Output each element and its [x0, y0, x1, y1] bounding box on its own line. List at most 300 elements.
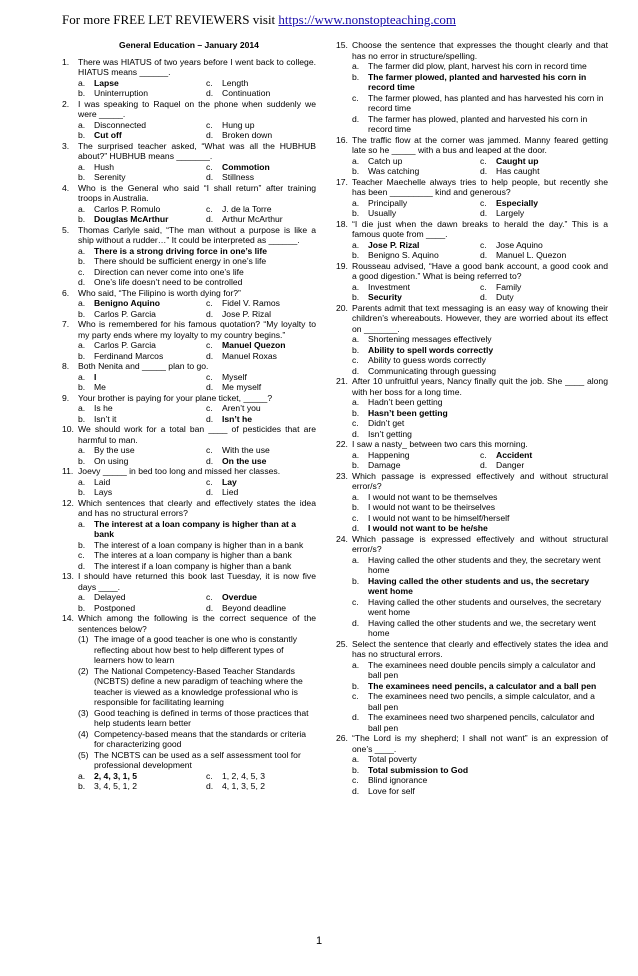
page-header	[62, 12, 456, 28]
option-letter: a.	[352, 334, 360, 344]
option-text: Has caught	[496, 166, 540, 176]
question	[336, 733, 608, 754]
option-text: Communicating through guessing	[368, 365, 497, 376]
option-letter: a.	[352, 754, 360, 764]
option-text: The farmer has plowed, planted and harvested his corn in record time	[368, 113, 588, 134]
option-row	[78, 414, 316, 425]
option-letter: c.	[480, 239, 487, 250]
answer-option	[78, 78, 206, 89]
question-text: The surprised teacher asked, “What was all the HUBHUB about?” HUBHUB means _______.	[78, 140, 316, 161]
option-letter: d.	[480, 250, 488, 260]
option-row	[352, 250, 608, 261]
answer-option	[206, 172, 254, 183]
question-number: 24.	[336, 533, 348, 544]
option-letter: b.	[352, 460, 360, 470]
answer-option	[78, 487, 206, 498]
option-letter: b.	[352, 166, 360, 176]
option-letter: (3)	[78, 707, 89, 718]
answer-option	[78, 477, 206, 488]
option-letter: c.	[352, 418, 359, 428]
option-row	[352, 198, 608, 209]
option-text: Having called the other students and ourselves, the secretary went home	[368, 596, 602, 617]
answer-option	[352, 72, 608, 93]
option-letter: a.	[78, 161, 86, 172]
answer-options	[62, 78, 316, 99]
answer-option	[78, 298, 206, 309]
option-letter: b.	[78, 88, 86, 98]
option-text: Carlos P. Garcia	[94, 308, 156, 319]
answer-option	[352, 408, 608, 419]
option-letter: c.	[480, 155, 487, 166]
option-letter: d.	[206, 350, 214, 361]
option-text: The farmer plowed, has planted and has harvested his corn in record time	[368, 92, 604, 113]
answer-option	[78, 519, 316, 540]
question-text: I saw a nasty_ between two cars this morning.	[352, 439, 528, 449]
answer-option	[206, 592, 257, 603]
question-number: 3.	[62, 140, 70, 151]
option-text: The interest if a loan company is higher than a bank	[94, 560, 292, 571]
option-letter: (2)	[78, 665, 89, 676]
answer-option	[352, 397, 608, 408]
option-letter: c.	[352, 92, 359, 103]
question	[62, 183, 316, 204]
option-text: Me	[94, 382, 106, 392]
option-text: The examinees need two pencils, a simple calculator, and a ball pen	[368, 691, 595, 712]
answer-options	[336, 754, 608, 796]
answer-option	[352, 450, 480, 461]
option-text: Beyond deadline	[222, 602, 287, 613]
question	[336, 534, 608, 555]
option-letter: d.	[78, 560, 86, 571]
answer-options	[336, 282, 608, 303]
question	[336, 639, 608, 660]
option-letter: b.	[78, 413, 86, 424]
option-text: Lays	[94, 487, 113, 497]
option-text: Uninterruption	[94, 88, 148, 98]
answer-options	[62, 634, 316, 792]
answer-option	[480, 450, 532, 461]
option-row	[352, 208, 608, 219]
answer-option	[206, 403, 261, 414]
question-number: 8.	[62, 361, 70, 371]
answer-option	[78, 120, 206, 131]
option-letter: c.	[480, 197, 487, 208]
question-text: Who said, “The Filipino is worth dying for?”	[78, 287, 241, 298]
question-text: After 10 unfruitful years, Nancy finally quit the job. She ____ along with her boss for a long time.	[352, 376, 608, 397]
question-number: 20.	[336, 302, 348, 313]
option-letter: c.	[352, 596, 359, 607]
question	[336, 135, 608, 156]
answer-option	[78, 256, 316, 267]
option-text: Lay	[222, 476, 237, 487]
option-row	[352, 156, 608, 167]
option-letter: a.	[352, 659, 360, 670]
option-text: Didn’t get	[368, 418, 405, 428]
question	[336, 261, 608, 282]
answer-option	[206, 781, 265, 792]
question	[336, 40, 608, 61]
answer-options	[336, 492, 608, 534]
option-text: Continuation	[222, 88, 271, 98]
option-text: There should be sufficient energy in one’s life	[94, 256, 267, 266]
answer-option	[352, 61, 608, 72]
answer-options	[336, 660, 608, 734]
option-text: The examinees need two sharpened pencils, calculator and ball pen	[368, 712, 595, 733]
option-text: Commotion	[222, 161, 270, 172]
answer-option	[480, 282, 521, 293]
option-text: Total submission to God	[368, 764, 469, 775]
answer-option	[206, 88, 270, 99]
answer-option	[352, 597, 608, 618]
option-text: Lied	[222, 487, 239, 497]
question-number: 21.	[336, 376, 348, 386]
question	[336, 303, 608, 335]
question-text: Who is the General who said “I shall return” after training troops in Australia.	[78, 182, 316, 203]
question-number: 14.	[62, 613, 74, 623]
answer-option	[352, 460, 480, 471]
answer-option	[78, 162, 206, 173]
option-row	[352, 240, 608, 251]
option-letter: b.	[352, 407, 360, 418]
answer-option	[78, 750, 316, 771]
option-letter: b.	[78, 308, 86, 319]
answer-option	[480, 198, 538, 209]
answer-options	[62, 445, 316, 466]
option-text: Catch up	[368, 155, 403, 166]
option-text: The farmer plowed, planted and harvested his corn in record time	[368, 71, 587, 92]
answer-option	[352, 166, 480, 177]
option-text: I would not want to be themselves	[368, 491, 498, 502]
answer-option	[352, 250, 480, 261]
option-text: The interes at a loan company is higher than a bank	[94, 550, 292, 560]
answer-option	[352, 93, 608, 114]
option-letter: c.	[206, 161, 213, 172]
answer-options	[336, 61, 608, 135]
question-number: 17.	[336, 176, 348, 187]
question-number: 7.	[62, 319, 70, 329]
option-letter: a.	[78, 371, 86, 382]
option-text: Overdue	[222, 592, 257, 602]
answer-option	[480, 166, 539, 177]
option-text: Ferdinand Marcos	[94, 350, 164, 361]
question-number: 15.	[336, 40, 348, 50]
question-text: “The Lord is my shepherd; I shall not want” is an expression of one’s ____.	[352, 733, 608, 754]
answer-option	[78, 445, 206, 456]
question-number: 10.	[62, 424, 74, 434]
option-text: Carlos P. Romulo	[94, 203, 161, 214]
answer-option	[352, 208, 480, 219]
question	[62, 571, 316, 592]
option-row	[352, 166, 608, 177]
option-text: Me myself	[222, 382, 262, 392]
answer-option	[78, 561, 316, 572]
answer-options	[336, 450, 608, 471]
option-letter: a.	[78, 518, 86, 529]
option-row	[78, 477, 316, 488]
option-letter: a.	[78, 77, 86, 88]
question-number: 9.	[62, 392, 70, 403]
answer-option	[352, 366, 608, 377]
option-text: Cut off	[94, 130, 122, 140]
option-text: The examinees need pencils, a calculator and a ball pen	[368, 680, 597, 691]
option-letter: c.	[480, 281, 487, 292]
right-column	[336, 40, 608, 796]
option-text: I would not want to be himself/herself	[368, 512, 510, 523]
option-letter: b.	[78, 539, 86, 550]
option-letter: d.	[206, 602, 214, 613]
option-letter: c.	[206, 203, 213, 214]
option-text: Ability to spell words correctly	[368, 344, 494, 355]
option-letter: d.	[352, 785, 360, 796]
answer-options	[62, 204, 316, 225]
option-letter: a.	[352, 197, 360, 208]
answer-option	[78, 403, 206, 414]
answer-options	[62, 592, 316, 613]
option-text: Laid	[94, 476, 111, 487]
option-text: Usually	[368, 208, 397, 218]
option-text: Blind ignorance	[368, 775, 428, 785]
option-letter: c.	[206, 340, 213, 350]
question	[336, 219, 608, 240]
answer-option	[206, 162, 270, 173]
option-letter: b.	[78, 214, 86, 224]
answer-option	[206, 351, 277, 362]
option-letter: b.	[352, 344, 360, 355]
answer-option	[78, 540, 316, 551]
option-letter: a.	[352, 554, 360, 565]
question-text: Which passage is expressed effectively and without structural error/s?	[352, 533, 608, 554]
question-text: Which among the following is the correct sequence of the sentences below?	[78, 613, 316, 634]
option-text: Isn’t he	[222, 413, 253, 424]
option-row	[78, 382, 316, 393]
answer-option	[78, 729, 316, 750]
question-text: There was HIATUS of two years before I went back to college. HIATUS means ______.	[78, 56, 316, 77]
option-text: Manuel L. Quezon	[496, 250, 567, 260]
option-text: Having called the other students and they, the secretary went home	[368, 554, 601, 575]
answer-option	[352, 334, 608, 345]
exam-title: General Education – January 2014	[119, 40, 259, 50]
question-number: 18.	[336, 218, 348, 229]
answer-option	[78, 340, 206, 351]
answer-option	[78, 204, 206, 215]
option-text: The National Competency-Based Teacher Standards (NCBTS) define a new paradigm of teaching where the teacher is viewed as a knowledge professional who is responsible for facilitating learning	[94, 665, 303, 707]
option-letter: (4)	[78, 728, 89, 739]
answer-options	[336, 397, 608, 439]
option-text: 4, 1, 3, 5, 2	[222, 781, 265, 791]
option-letter: b.	[352, 680, 360, 691]
question	[62, 288, 316, 299]
option-letter: c.	[352, 691, 359, 701]
answer-option	[206, 771, 265, 782]
option-text: Was catching	[368, 166, 420, 176]
option-letter: b.	[78, 350, 86, 361]
answer-options	[336, 240, 608, 261]
answer-option	[78, 88, 206, 99]
option-text: Having called the other students and we, the secretary went home	[368, 617, 596, 638]
question	[62, 319, 316, 340]
option-letter: c.	[78, 550, 85, 560]
answer-option	[78, 267, 316, 278]
option-text: Accident	[496, 449, 533, 460]
option-letter: c.	[480, 449, 487, 460]
option-letter: d.	[206, 487, 214, 497]
option-row	[352, 292, 608, 303]
answer-option	[352, 523, 608, 534]
answer-options	[62, 162, 316, 183]
answer-option	[78, 634, 316, 666]
question-number: 26.	[336, 733, 348, 743]
option-letter: b.	[352, 71, 360, 82]
answer-option	[352, 418, 608, 429]
option-letter: a.	[352, 61, 360, 71]
option-letter: c.	[206, 298, 213, 308]
option-letter: a.	[78, 476, 86, 487]
answer-option	[78, 130, 206, 141]
answer-option	[480, 208, 524, 219]
option-row	[78, 456, 316, 467]
option-letter: a.	[352, 239, 360, 250]
question	[336, 177, 608, 198]
option-text: Caught up	[496, 155, 539, 166]
option-text: Investment	[368, 281, 411, 292]
question-text: Teacher Maechelle always tries to help people, but recently she has been _________ kind and generous?	[352, 176, 608, 197]
answer-option	[78, 214, 206, 225]
answer-option	[206, 130, 272, 141]
option-row	[78, 120, 316, 131]
option-text: Security	[368, 292, 402, 302]
question	[336, 439, 608, 450]
option-letter: d.	[78, 277, 86, 287]
question-text: Joevy _____ in bed too long and missed her classes.	[78, 466, 281, 476]
option-row	[78, 78, 316, 89]
question-text: We should work for a total ban ____ of pesticides that are harmful to man.	[78, 424, 316, 445]
option-letter: a.	[78, 403, 86, 413]
option-text: Jose P. Rizal	[222, 308, 272, 319]
option-text: Isn’t it	[94, 413, 117, 424]
option-letter: d.	[206, 382, 214, 392]
option-text: Delayed	[94, 592, 126, 602]
option-letter: b.	[78, 781, 86, 791]
answer-option	[480, 240, 543, 251]
option-text: Arthur McArthur	[222, 214, 283, 224]
option-letter: b.	[352, 575, 360, 586]
answer-option	[352, 660, 608, 681]
question	[62, 498, 316, 519]
option-text: On using	[94, 455, 129, 466]
answer-option	[206, 78, 248, 89]
answer-options	[62, 477, 316, 498]
option-letter: b.	[78, 382, 86, 392]
answer-option	[480, 460, 524, 471]
question-text: Parents admit that text messaging is an easy way of knowing their children’s whereabouts. However, they are worried about its effect on _______.	[352, 302, 608, 334]
option-row	[78, 403, 316, 414]
option-letter: b.	[78, 455, 86, 466]
option-letter: a.	[78, 445, 86, 455]
option-text: Manuel Roxas	[222, 350, 277, 361]
answer-option	[352, 282, 480, 293]
option-text: By the use	[94, 445, 135, 455]
option-letter: d.	[352, 523, 360, 533]
question-number: 13.	[62, 571, 74, 581]
option-letter: a.	[352, 449, 360, 460]
option-text: Direction can never come into one’s life	[94, 266, 244, 277]
option-text: Douglas McArthur	[94, 214, 169, 224]
option-letter: c.	[206, 403, 213, 413]
answer-options	[62, 120, 316, 141]
answer-option	[206, 120, 255, 131]
option-letter: d.	[206, 308, 214, 319]
answer-option	[78, 172, 206, 183]
page-number: 1	[315, 935, 323, 947]
option-text: Jose Aquino	[496, 239, 543, 250]
answer-option	[352, 712, 608, 733]
question	[62, 99, 316, 120]
answer-option	[480, 156, 538, 167]
answer-option	[352, 345, 608, 356]
question-number: 2.	[62, 98, 70, 109]
answer-option	[78, 603, 206, 614]
option-letter: d.	[352, 428, 360, 439]
answer-options	[62, 403, 316, 424]
option-letter: a.	[78, 592, 86, 602]
option-letter: b.	[352, 250, 360, 260]
answer-option	[206, 414, 252, 425]
answer-option	[352, 502, 608, 513]
option-letter: a.	[78, 203, 86, 214]
answer-option	[352, 513, 608, 524]
answer-options	[336, 198, 608, 219]
option-letter: a.	[78, 340, 86, 350]
answer-option	[352, 429, 608, 440]
answer-options	[62, 340, 316, 361]
answer-options	[62, 298, 316, 319]
option-text: The image of a good teacher is one who is constantly reflecting about how best to help different types of learners how to learn	[94, 634, 298, 665]
option-text: Having called the other students and us, the secretary went home	[368, 575, 590, 596]
option-text: Especially	[496, 197, 539, 208]
answer-options	[62, 246, 316, 288]
option-text: Duty	[496, 292, 514, 302]
question-number: 11.	[62, 466, 74, 476]
option-letter: c.	[352, 775, 359, 785]
answer-option	[352, 292, 480, 303]
option-text: The interest of a loan company is higher than in a bank	[94, 539, 304, 550]
option-text: Myself	[222, 371, 247, 382]
option-text: There is a strong driving force in one’s life	[94, 245, 268, 256]
option-row	[78, 603, 316, 614]
website-link[interactable]: https://www.nonstopteaching.com	[278, 12, 456, 27]
answer-option	[78, 309, 206, 320]
option-letter: b.	[352, 764, 360, 775]
answer-options	[336, 156, 608, 177]
option-row	[78, 309, 316, 320]
option-text: Ability to guess words correctly	[368, 355, 486, 365]
question	[62, 225, 316, 246]
option-text: Family	[496, 281, 522, 292]
option-text: Damage	[368, 460, 401, 470]
option-row	[352, 282, 608, 293]
option-text: Shortening messages effectively	[368, 334, 492, 344]
question-number: 23.	[336, 470, 348, 481]
option-text: Love for self	[368, 785, 415, 796]
option-text: Good teaching is defined in terms of those practices that help students learn better	[94, 707, 309, 728]
answer-option	[352, 240, 480, 251]
option-text: Carlos P. Garcia	[94, 340, 156, 350]
question	[62, 424, 316, 445]
answer-option	[78, 277, 316, 288]
question	[62, 466, 316, 477]
question-text: The traffic flow at the corner was jammed. Manny feared getting late so he _____ with a bus and leaped at the door.	[352, 134, 608, 155]
option-text: Fidel V. Ramos	[222, 298, 280, 308]
